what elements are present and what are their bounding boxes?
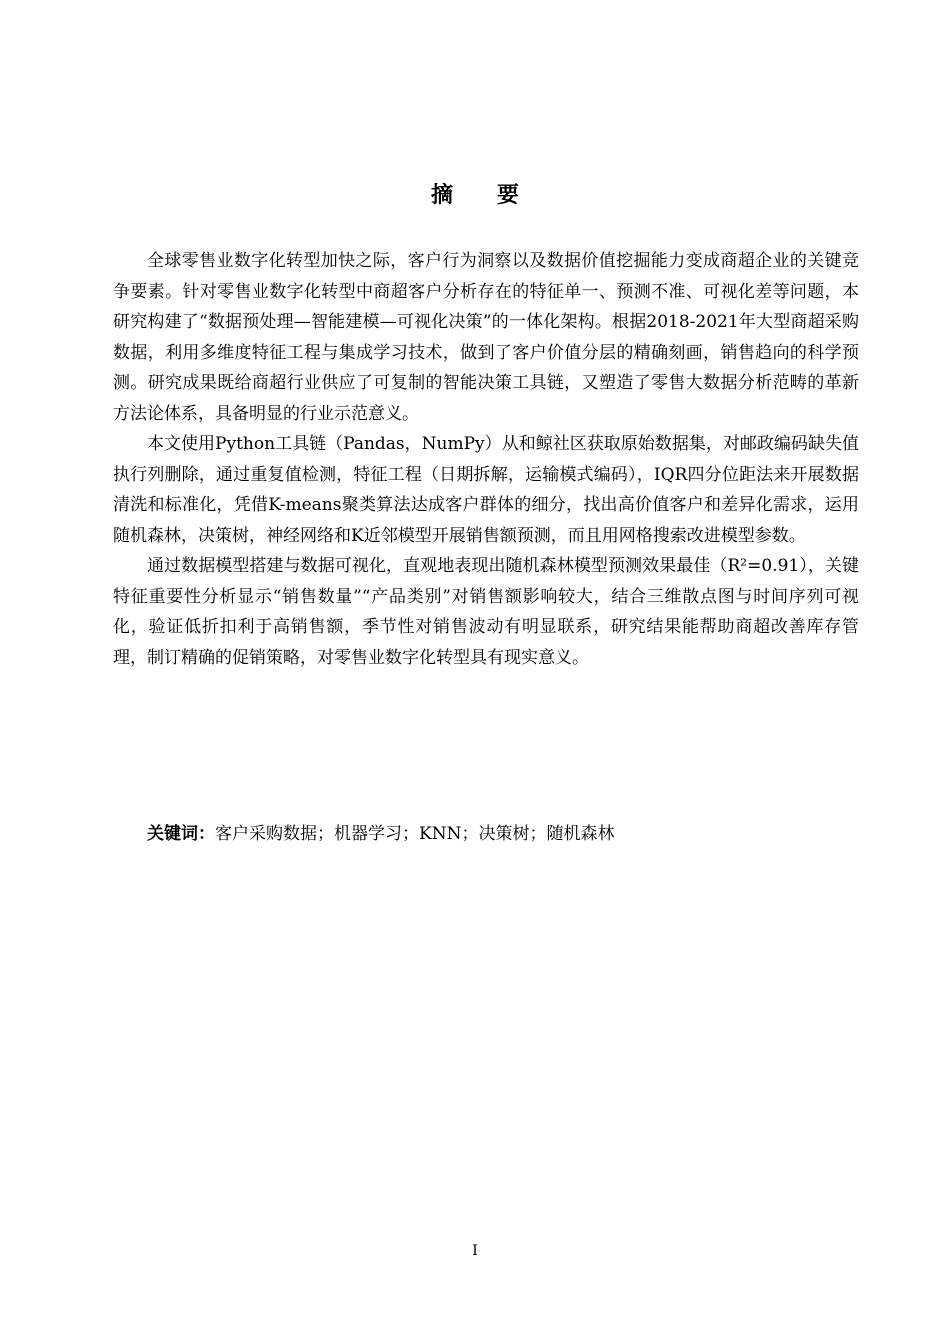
abstract-paragraph-3: 通过数据模型搭建与数据可视化，直观地表现出随机森林模型预测效果最佳（R²=0.91），关键特征重要性分析显示“销售数量”“产品类别”对销售额影响较大，结合三维散点图与时间序列可视化，验证低折扣利于高销售额，季节性对销售波动有明显联系，研究结果能帮助商超改善库存管理，制订精确的促销策略，对零售业数字化转型具有现实意义。 [113,556,859,668]
keywords-line [113,819,859,849]
abstract-title-char-1: 摘 [430,183,453,208]
abstract-paragraph-1: 全球零售业数字化转型加快之际，客户行为洞察以及数据价值挖掘能力变成商超企业的关键竞争要素。针对零售业数字化转型中商超客户分析存在的特征单一、预测不准、可视化差等问题，本研究构建了“数据预处理—智能建模—可视化决策”的一体化架构。根据2018-2021年大型商超采购数据，利用多维度特征工程与集成学习技术，做到了客户价值分层的精确刻画，销售趋向的科学预测。研究成果既给商超行业供应了可复制的智能决策工具链，又塑造了零售大数据分析范畴的革新方法论体系，具备明显的行业示范意义。 [113,251,859,424]
keywords-text: 客户采购数据；机器学习；KNN；决策树；随机森林 [215,824,615,844]
abstract-title [0,178,950,209]
abstract-body [113,246,859,673]
abstract-paragraph-2: 本文使用Python工具链（Pandas，NumPy）从和鲸社区获取原始数据集，对邮政编码缺失值执行列删除，通过重复值检测，特征工程（日期拆解，运输模式编码），IQR四分位距法来开展数据清洗和标准化，凭借K-means聚类算法达成客户群体的细分，找出高价值客户和差异化需求，运用随机森林，决策树，神经网络和K近邻模型开展销售额预测，而且用网格搜索改进模型参数。 [113,434,859,546]
page-number: I [472,1243,478,1259]
keywords-label: 关键词： [147,824,215,844]
abstract-title-char-2: 要 [497,183,520,208]
